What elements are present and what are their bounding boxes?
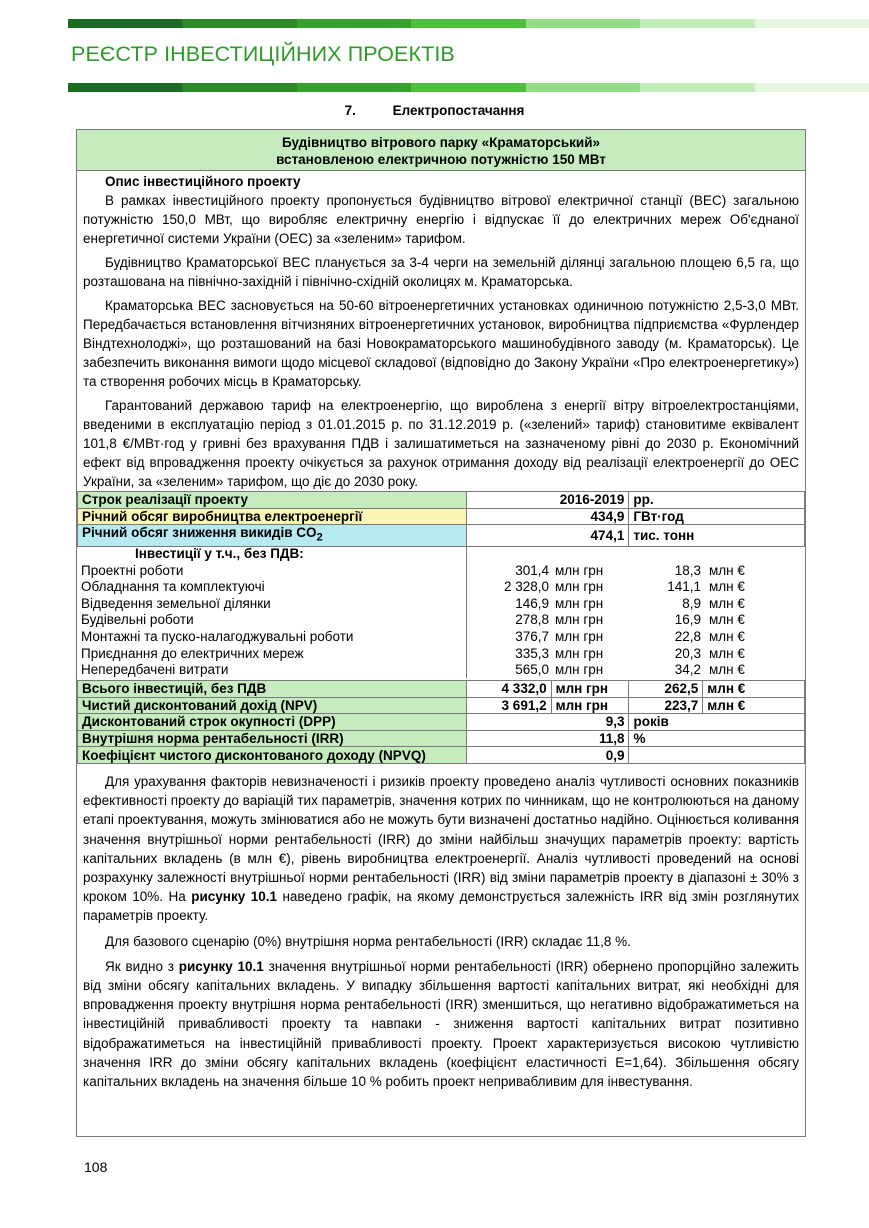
page-header-title: РЕЄСТР ІНВЕСТИЦІЙНИХ ПРОЕКТІВ xyxy=(71,42,455,66)
param-value: 434,9 xyxy=(466,508,629,525)
investment-label: Обладнання та комплектуючі xyxy=(81,579,265,595)
indicator-value: 0,9 xyxy=(466,747,629,764)
total-investment-row xyxy=(78,681,805,698)
investment-eur-unit: млн € xyxy=(709,662,745,678)
total-uah-unit: млн грн xyxy=(551,697,629,714)
indicator-value: 9,3 xyxy=(466,714,629,731)
investment-eur-unit: млн € xyxy=(709,562,745,578)
total-eur-value: 223,7 xyxy=(629,697,703,714)
investment-eur-unit: млн € xyxy=(709,628,745,644)
investment-row xyxy=(77,579,805,596)
investment-row xyxy=(77,629,805,646)
investment-row xyxy=(77,596,805,613)
param-value: 474,1 xyxy=(466,525,629,547)
project-title-line-1: Будівництво вітрового парку «Краматорський» xyxy=(281,135,601,150)
investment-uah-value: 146,9 xyxy=(515,595,549,611)
total-uah-value: 4 332,0 xyxy=(466,681,551,698)
analysis-text: наведено графік, на якому демонструється залежність IRR від змін розглянутих параметрів проекту. xyxy=(83,889,799,924)
investments-heading: Інвестиції у т.ч., без ПДВ: xyxy=(135,546,304,561)
page-number: 108 xyxy=(84,1159,108,1175)
investment-eur-value: 34,2 xyxy=(674,662,701,678)
investment-label: Непередбачені витрати xyxy=(81,662,229,678)
total-label: Всього інвестицій, без ПДВ xyxy=(78,681,467,698)
investment-row xyxy=(77,662,805,679)
investment-uah-unit: млн грн xyxy=(555,562,604,578)
investments-heading-row xyxy=(77,546,805,563)
description-paragraph: Будівництво Краматорської ВЕС планується за 3-4 черги на земельній ділянці загальною площею 6,5 га, що розташована на північно-західній і північно-східній околицях м. Краматорська. xyxy=(83,255,799,289)
investment-label: Відведення земельної ділянки xyxy=(81,595,271,611)
param-unit: ГВт·год xyxy=(629,508,805,525)
investment-eur-value: 141,1 xyxy=(667,579,701,595)
total-eur-unit: млн € xyxy=(703,697,805,714)
param-label: Річний обсяг виробництва електроенергії xyxy=(78,508,467,525)
description-paragraph: В рамках інвестиційного проекту пропонується будівництво вітрової електричної станції (ВЕС) загальною потужністю 150,0 МВт, що виробляє електричну енергію і відпускає її до електричних мереж Об'єднаної енергетичної системи України (ОЕС) за «зеленим» тарифом. xyxy=(83,193,799,246)
param-value: 2016-2019 xyxy=(466,492,629,509)
figure-reference: рисунку 10.1 xyxy=(178,958,264,974)
param-label-text: Річний обсяг зниження викидів CO xyxy=(82,525,317,541)
param-row-production xyxy=(78,508,805,525)
indicator-label: Дисконтований строк окупності (DPP) xyxy=(78,714,467,731)
investment-eur-unit: млн € xyxy=(709,579,745,595)
investment-eur-value: 20,3 xyxy=(674,645,701,661)
indicator-label: Внутрішня норма рентабельності (IRR) xyxy=(78,730,467,747)
investment-row xyxy=(77,646,805,663)
investment-uah-unit: млн грн xyxy=(555,595,604,611)
investment-rows xyxy=(77,563,805,679)
param-row-emissions xyxy=(78,525,805,547)
investment-eur-unit: млн € xyxy=(709,595,745,611)
analysis-paragraph xyxy=(83,957,799,1091)
analysis-paragraph xyxy=(83,772,799,926)
investment-uah-value: 2 328,0 xyxy=(503,579,549,595)
investment-uah-unit: млн грн xyxy=(555,612,604,628)
investment-eur-value: 18,3 xyxy=(674,562,701,578)
total-uah-unit: млн грн xyxy=(551,681,629,698)
analysis-text: Для урахування факторів невизначеності і ризиків проекту проведено аналіз чутливості основних показників ефективності проекту до варіацій тих параметрів, значення котрих по чинникам, що не контролюються на даному етапі проектування, можуть змінюватися або не можуть бути визначені достатньо надійно. Оцінюється коливання значення внутрішньої норми рентабельності (IRR) до зміни найбільш значущих параметрів проекту: вартість капітальних вкладень (в млн €), рівень виробництва електроенергії. Аналіз чутливості проведений на основі розрахунку залежності внутрішньої норми рентабельності (IRR) від зміни параметрів проекту в діапазоні ± 30% з кроком 10%. На xyxy=(83,774,799,905)
npvq-row xyxy=(78,747,805,764)
investment-uah-unit: млн грн xyxy=(555,628,604,644)
param-label: Строк реалізації проекту xyxy=(78,492,467,509)
section-title: Електропостачання xyxy=(392,103,525,118)
investment-uah-value: 565,0 xyxy=(515,662,549,678)
param-unit: тис. тонн xyxy=(629,525,805,547)
financial-indicators-table xyxy=(77,680,805,764)
project-description xyxy=(83,172,799,496)
header-decor-bar-bottom xyxy=(68,83,869,92)
total-uah-value: 3 691,2 xyxy=(466,697,551,714)
investment-uah-unit: млн грн xyxy=(555,579,604,595)
indicator-value: 11,8 xyxy=(466,730,629,747)
investment-row xyxy=(77,612,805,629)
investment-uah-unit: млн грн xyxy=(555,662,604,678)
project-title xyxy=(77,130,805,171)
description-paragraph: Гарантований державою тариф на електроенергію, що вироблена з енергії вітру вітроелектростанціями, введеними в експлуатацію період з 01.01.2015 р. по 31.12.2019 р. («зелений» тариф) становитиме еквівалент 101,8 €/МВт·год у гривні без врахування ПДВ і залишатиметься на зазначеному рівні до 2030 р. Економічний ефект від впровадження проекту очікується за рахунок отримання доходу від реалізації електроенергії до ОЕС України, за «зеленим» тарифом, що діє до 2030 року. xyxy=(83,398,799,489)
investment-label: Проектні роботи xyxy=(81,562,184,578)
investment-uah-value: 301,4 xyxy=(515,562,549,578)
project-card xyxy=(76,129,806,1137)
analysis-text: значення внутрішньої норми рентабельності (IRR) обернено пропорційно залежить від зміни обсягу капітальних вкладень. У випадку збільшення вартості капітальних витрат, які необхідні для впровадження проекту внутрішня норма рентабельності (IRR) зменшиться, що негативно відображатиметься на інвестиційній привабливості проекту та навпаки - зниження вартості капітальних витрат позитивно відображатиметься на інвестиційній привабливості проекту. Проект характеризується високою чутливістю значення IRR до зміни обсягу капітальних вкладень (коефіцієнт еластичності Е=1,64). Збільшення обсягу капітальних вкладень на значення більше 10 % робить проект непривабливим для інвестування. xyxy=(83,958,799,1090)
total-eur-value: 262,5 xyxy=(629,681,703,698)
indicator-unit xyxy=(629,747,805,764)
header-decor-bar-top xyxy=(68,19,869,28)
total-label: Чистий дисконтований дохід (NPV) xyxy=(78,697,467,714)
investment-label: Монтажні та пуско-налагоджувальні роботи xyxy=(81,628,354,644)
param-label xyxy=(78,525,467,547)
section-number: 7. xyxy=(344,103,356,118)
investment-uah-unit: млн грн xyxy=(555,645,604,661)
figure-reference: рисунку 10.1 xyxy=(191,889,277,905)
investment-eur-value: 16,9 xyxy=(674,612,701,628)
key-parameters-table xyxy=(77,491,805,547)
analysis-text: Як видно з xyxy=(105,958,179,974)
indicator-label: Коефіцієнт чистого дисконтованого доходу (NPVQ) xyxy=(78,747,467,764)
investment-row xyxy=(77,563,805,580)
investment-eur-value: 8,9 xyxy=(682,595,701,611)
investment-eur-unit: млн € xyxy=(709,612,745,628)
investments-breakdown xyxy=(77,546,805,679)
analysis-paragraph: Для базового сценарію (0%) внутрішня норма рентабельності (IRR) складає 11,8 %. xyxy=(105,933,631,949)
param-unit: рр. xyxy=(629,492,805,509)
dpp-row xyxy=(78,714,805,731)
param-row-period xyxy=(78,492,805,509)
description-heading: Опис інвестиційного проекту xyxy=(105,174,301,189)
section-heading xyxy=(0,103,869,118)
investment-label: Будівельні роботи xyxy=(81,612,194,628)
project-title-line-2: встановленою електричною потужністю 150 МВт xyxy=(276,152,606,167)
description-paragraph: Краматорська ВЕС засновується на 50-60 вітроенергетичних установках одиничною потужністю 2,5-3,0 МВт. Передбачається встановлення вітчизняних вітроенергетичних установок, виробництва підприємства «Фурлендер Віндтехнолоджі», що розташований на базі Новокраматорського машинобудівного заводу (м. Краматорськ). Це забезпечить виконання вимоги щодо місцевої складової (відповідно до Закону України «Про електроенергетику») та створення робочих місць в Краматорську. xyxy=(83,298,799,389)
sensitivity-analysis xyxy=(83,772,799,1097)
npv-row xyxy=(78,697,805,714)
investment-label: Приєднання до електричних мереж xyxy=(81,645,304,661)
total-eur-unit: млн € xyxy=(703,681,805,698)
indicator-unit: років xyxy=(629,714,805,731)
indicator-unit: % xyxy=(629,730,805,747)
param-label-subscript: 2 xyxy=(316,531,323,544)
irr-row xyxy=(78,730,805,747)
investment-eur-value: 22,8 xyxy=(674,628,701,644)
investment-uah-value: 376,7 xyxy=(515,628,549,644)
investment-uah-value: 335,3 xyxy=(515,645,549,661)
investment-uah-value: 278,8 xyxy=(515,612,549,628)
investment-eur-unit: млн € xyxy=(709,645,745,661)
